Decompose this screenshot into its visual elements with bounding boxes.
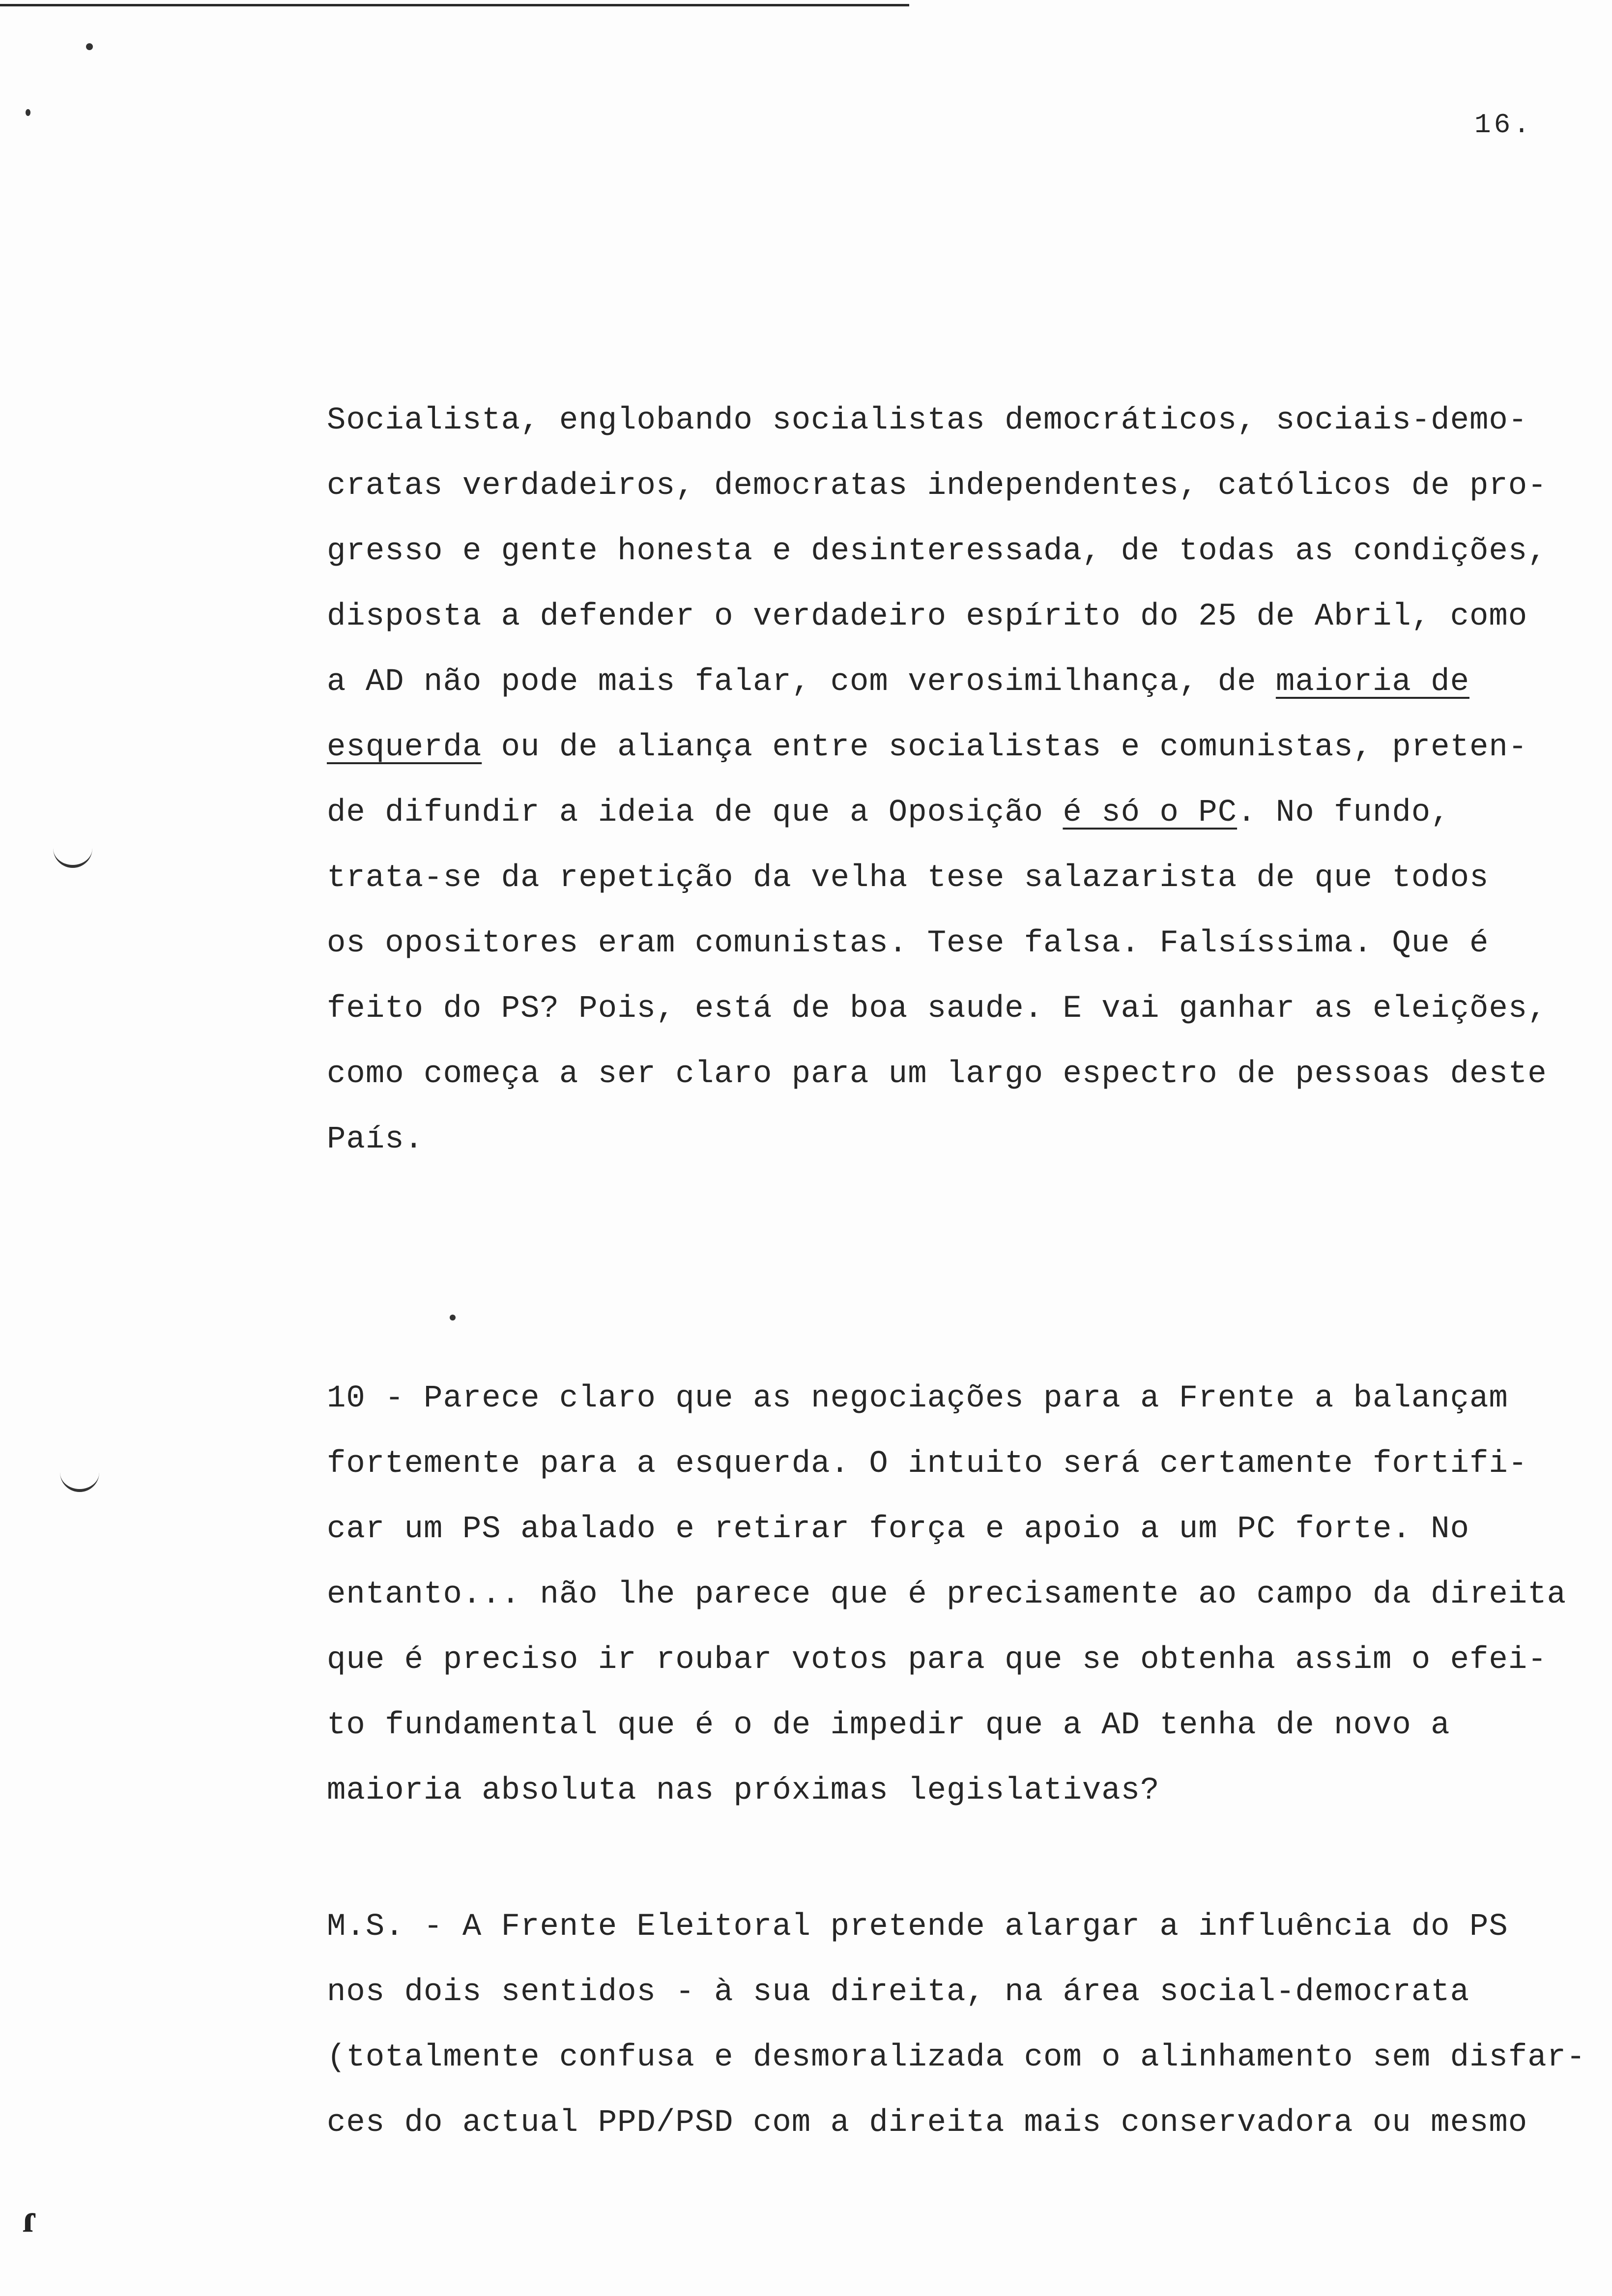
scan-dot — [86, 43, 93, 50]
text-segment: ces do actual PPD/PSD com a direita mais conservadora ou mesmo — [327, 2105, 1528, 2141]
binding-arc-mark — [53, 845, 92, 868]
text-segment: de difundir a ideia de que a Oposição — [327, 795, 1063, 831]
text-segment: País. — [327, 1122, 424, 1157]
text-line — [327, 1708, 1450, 1743]
text-line — [327, 1909, 1508, 1945]
scan-dot — [450, 1315, 456, 1320]
text-segment: (totalmente confusa e desmoralizada com o alinhamento sem disfar- — [327, 2040, 1586, 2075]
text-line — [327, 403, 1527, 438]
text-segment: é só o PC — [1063, 795, 1238, 831]
text-segment: trata-se da repetição da velha tese salazarista de que todos — [327, 861, 1489, 896]
text-line — [327, 664, 1469, 700]
text-segment: que é preciso ir roubar votos para que se obtenha assim o efei- — [327, 1642, 1547, 1678]
text-segment: a AD não pode mais falar, com verosimilhança, de — [327, 664, 1276, 700]
page-number: 16. — [1474, 109, 1533, 141]
text-segment: entanto... não lhe parece que é precisamente ao campo da direita — [327, 1577, 1566, 1612]
text-line — [327, 599, 1527, 634]
text-segment: feito do PS? Pois, está de boa saude. E vai ganhar as eleições, — [327, 991, 1547, 1027]
text-line — [327, 1446, 1527, 1482]
text-segment: cratas verdadeiros, democratas independentes, católicos de pro- — [327, 468, 1547, 504]
text-segment: car um PS abalado e retirar força e apoio a um PC forte. No — [327, 1512, 1469, 1547]
text-segment: maioria de — [1275, 664, 1469, 700]
binding-arc-mark — [60, 1469, 99, 1492]
text-line — [327, 730, 1527, 765]
text-line — [327, 991, 1547, 1027]
margin-mark: ɾ — [22, 2197, 38, 2240]
text-line — [327, 1642, 1547, 1678]
text-segment: Socialista, englobando socialistas democráticos, sociais-demo- — [327, 403, 1528, 438]
text-segment: . No fundo, — [1237, 795, 1450, 831]
text-line — [327, 926, 1489, 961]
text-segment: como começa a ser claro para um largo espectro de pessoas deste — [327, 1057, 1547, 1092]
text-segment: to fundamental que é o de impedir que a AD tenha de novo a — [327, 1708, 1450, 1743]
text-line — [327, 1122, 424, 1157]
text-segment: nos dois sentidos - à sua direita, na área social-democrata — [327, 1975, 1469, 2010]
text-line — [327, 861, 1489, 896]
text-line — [327, 1057, 1547, 1092]
text-line — [327, 2105, 1527, 2141]
text-segment: disposta a defender o verdadeiro espírito do 25 de Abril, como — [327, 599, 1528, 634]
text-line — [327, 468, 1547, 504]
text-line — [327, 1381, 1508, 1416]
text-segment: M.S. - A Frente Eleitoral pretende alargar a influência do PS — [327, 1909, 1508, 1945]
text-segment: ou de aliança entre socialistas e comunistas, preten- — [482, 730, 1528, 765]
text-line — [327, 1512, 1469, 1547]
text-line — [327, 1577, 1566, 1612]
text-segment: gresso e gente honesta e desinteressada, de todas as condições, — [327, 534, 1547, 569]
top-rule — [0, 4, 909, 6]
text-segment: os opositores eram comunistas. Tese falsa. Falsíssima. Que é — [327, 926, 1489, 961]
text-segment: maioria absoluta nas próximas legislativas? — [327, 1773, 1160, 1808]
text-line — [327, 1773, 1159, 1808]
text-segment: esquerda — [327, 730, 482, 765]
scan-dot — [26, 109, 30, 116]
text-line — [327, 534, 1547, 569]
text-line — [327, 795, 1450, 831]
text-segment: 10 - Parece claro que as negociações para a Frente a balançam — [327, 1381, 1508, 1416]
text-segment: fortemente para a esquerda. O intuito será certamente fortifi- — [327, 1446, 1528, 1482]
text-line — [327, 2040, 1585, 2075]
text-line — [327, 1975, 1469, 2010]
